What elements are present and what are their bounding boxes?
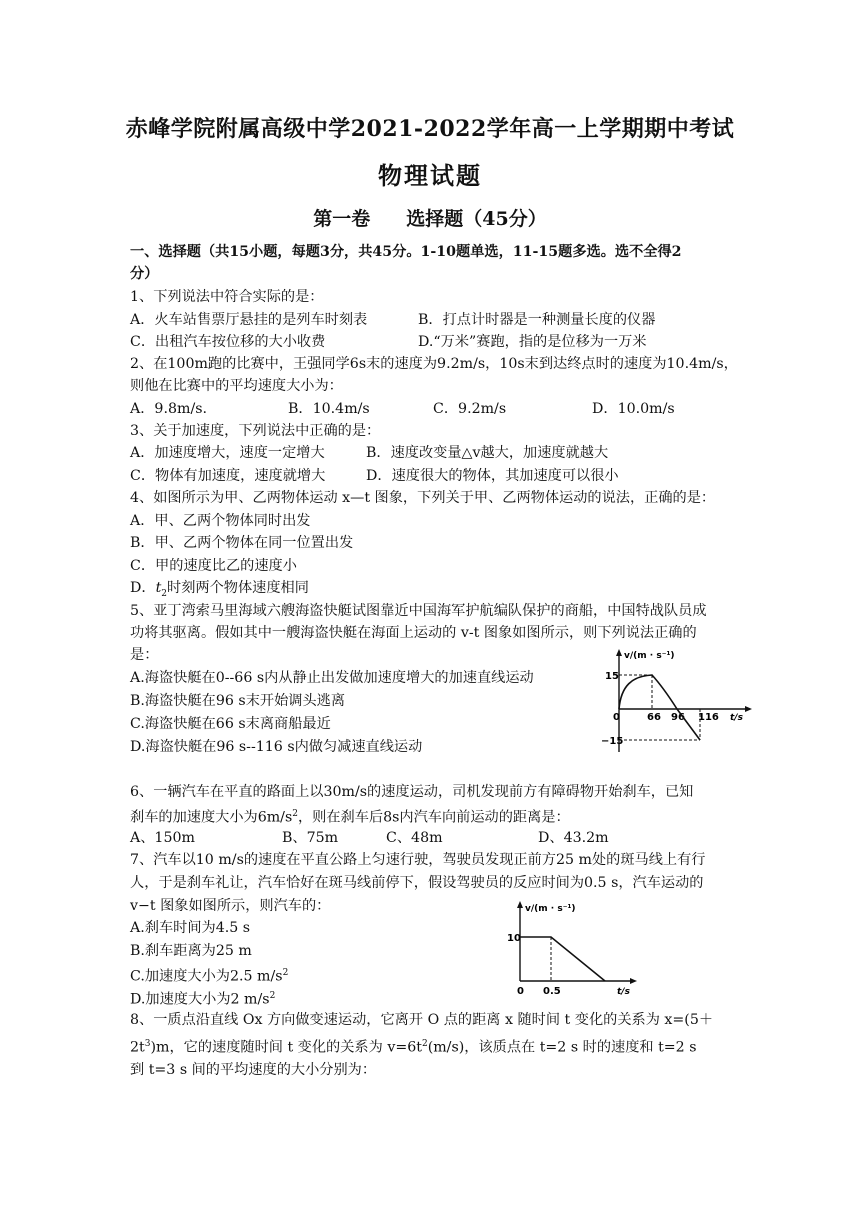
q7-option-c: C.加速度大小为2.5 $m/s^2$ xyxy=(130,968,289,985)
q5-option-c: C.海盗快艇在66 s末离商船最近 xyxy=(130,716,331,732)
q7-tick-10: 10 xyxy=(507,933,521,944)
q5-tick-66: 66 xyxy=(647,712,661,723)
q5-option-d: D.海盗快艇在96 s--116 s内做匀减速直线运动 xyxy=(130,739,423,755)
section-heading-line1: 一、选择题（共15小题，每题3分，共45分。1-10题单选，11-15题多选。选不全得2 xyxy=(130,244,682,260)
q7-stem-line3: v−t 图象如图所示，则汽车的： xyxy=(130,898,331,914)
q5-tick-0: 0 xyxy=(613,712,620,723)
q1-option-b: B．打点计时器是一种测量长度的仪器 xyxy=(418,312,656,328)
q7-option-b: B.刹车距离为25 m xyxy=(130,943,252,959)
q3-option-c: C．物体有加速度，速度就增大 xyxy=(130,468,326,484)
subject-title: 物理试题 xyxy=(378,161,482,190)
q1-option-d: D.“万米”赛跑，指的是位移为一万米 xyxy=(418,334,647,350)
q1-option-a: A．火车站售票厅悬挂的是列车时刻表 xyxy=(130,312,368,328)
q6-option-b: B、75m xyxy=(282,830,339,846)
q2-option-d: D．10.0m/s xyxy=(592,401,675,417)
q2-option-b: B．10.4m/s xyxy=(288,401,370,417)
q1-option-c: C．出租汽车按位移的大小收费 xyxy=(130,334,326,350)
q5-stem-line2: 功将其驱离。假如其中一艘海盗快艇在海面上运动的 v-t 图象如图所示，则下列说法正确的 xyxy=(130,625,697,641)
section-heading-line2: 分） xyxy=(130,266,159,282)
part-name: 选择题（45分） xyxy=(406,208,547,230)
q7-y-arrow xyxy=(517,901,523,908)
q5-vt-graph xyxy=(600,646,760,754)
q8-stem-line3: 到 t=3 s 间的平均速度的大小分别为： xyxy=(130,1062,377,1078)
q5-tick-neg15: −15 xyxy=(601,736,624,747)
q5-x-arrow xyxy=(745,706,752,712)
q2-stem-line1: 2、在100m跑的比赛中，王强同学6s末的速度为9.2m/s，10s末到达终点时的速度为10.4m/s， xyxy=(130,356,738,372)
q3-option-a: A．加速度增大，速度一定增大 xyxy=(130,445,325,461)
part-title xyxy=(0,204,860,231)
q6-stem-line2: 刹车的加速度大小为$6m/s^2$，则在刹车后8s内汽车向前运动的距离是： xyxy=(130,809,570,826)
q5-option-a: A.海盗快艇在0--66 s内从静止出发做加速度增大的加速直线运动 xyxy=(130,670,534,686)
q7-vt-graph xyxy=(505,898,645,998)
q5-tick-15: 15 xyxy=(605,671,619,682)
q6-option-d: D、43.2m xyxy=(538,830,609,846)
q6-option-c: C、48m xyxy=(386,830,443,846)
q5-tick-116: 116 xyxy=(698,712,719,723)
q3-stem: 3、关于加速度，下列说法中正确的是： xyxy=(130,423,381,439)
q2-stem-line2: 则他在比赛中的平均速度大小为： xyxy=(130,378,343,394)
q8-stem-line1: 8、一质点沿直线 Ox 方向做变速运动，它离开 O 点的距离 x 随时间 t 变化的关系为 x=(5＋ xyxy=(130,1012,714,1028)
q7-option-d: D.加速度大小为2 $m/s^2$ xyxy=(130,991,276,1008)
q3-option-b: B．速度改变量△v越大，加速度就越大 xyxy=(366,445,609,461)
q4-option-c: C．甲的速度比乙的速度小 xyxy=(130,558,297,574)
q5-curve xyxy=(619,675,700,740)
q4-option-a: A．甲、乙两个物体同时出发 xyxy=(130,513,311,529)
q7-line xyxy=(520,937,605,981)
q5-tick-96: 96 xyxy=(671,712,685,723)
q7-x-label: t/s xyxy=(617,987,630,997)
q5-stem-line1: 5、亚丁湾索马里海域六艘海盗快艇试图靠近中国海军护航编队保护的商船，中国特战队员成 xyxy=(130,603,707,619)
q8-stem-line2: $2t^3)m$，它的速度随时间 t 变化的关系为 $v=6t^2(m/s)$，该质点在 t=2 s 时的速度和 t=2 s xyxy=(130,1039,697,1056)
q6-option-a: A、150m xyxy=(130,830,195,846)
q7-y-label: v/(m · s⁻¹) xyxy=(525,904,576,914)
q3-option-d: D．速度很大的物体，其加速度可以很小 xyxy=(366,468,619,484)
q7-option-a: A.刹车时间为4.5 s xyxy=(130,920,251,936)
school-title: 赤峰学院附属高级中学2021-2022学年高一上学期期中考试 xyxy=(125,116,735,142)
q5-y-label: v/(m · s⁻¹) xyxy=(624,651,675,661)
q5-option-b: B.海盗快艇在96 s末开始调头逃离 xyxy=(130,693,346,709)
q2-option-a: A．9.8m/s. xyxy=(130,401,208,417)
q6-stem-line1: 6、一辆汽车在平直的路面上以30m/s的速度运动，司机发现前方有障碍物开始刹车，已知 xyxy=(130,784,694,800)
q4-stem: 4、如图所示为甲、乙两物体运动 x—t 图象，下列关于甲、乙两物体运动的说法，正确的是： xyxy=(130,490,716,506)
q1-stem: 1、下列说法中符合实际的是： xyxy=(130,289,324,305)
q7-x-arrow xyxy=(630,978,637,984)
q4-option-d: D．$t_2$时刻两个物体速度相同 xyxy=(130,580,309,599)
q7-tick-05: 0.5 xyxy=(543,986,561,997)
q5-stem-line3: 是： xyxy=(130,647,159,663)
q7-tick-0: 0 xyxy=(517,986,524,997)
q5-x-label: t/s xyxy=(730,713,743,723)
q2-option-c: C．9.2m/s xyxy=(433,401,507,417)
q4-option-b: B．甲、乙两个物体在同一位置出发 xyxy=(130,535,354,551)
q7-stem-line2: 人，于是刹车礼让，汽车恰好在斑马线前停下，假设驾驶员的反应时间为0.5 s，汽车运动的 xyxy=(130,875,704,891)
q7-stem-line1: 7、汽车以10 m/s的速度在平直公路上匀速行驶，驾驶员发现正前方25 m处的斑马线上有行 xyxy=(130,852,706,868)
part-label: 第一卷 xyxy=(313,208,371,230)
q5-y-arrow xyxy=(616,649,622,656)
